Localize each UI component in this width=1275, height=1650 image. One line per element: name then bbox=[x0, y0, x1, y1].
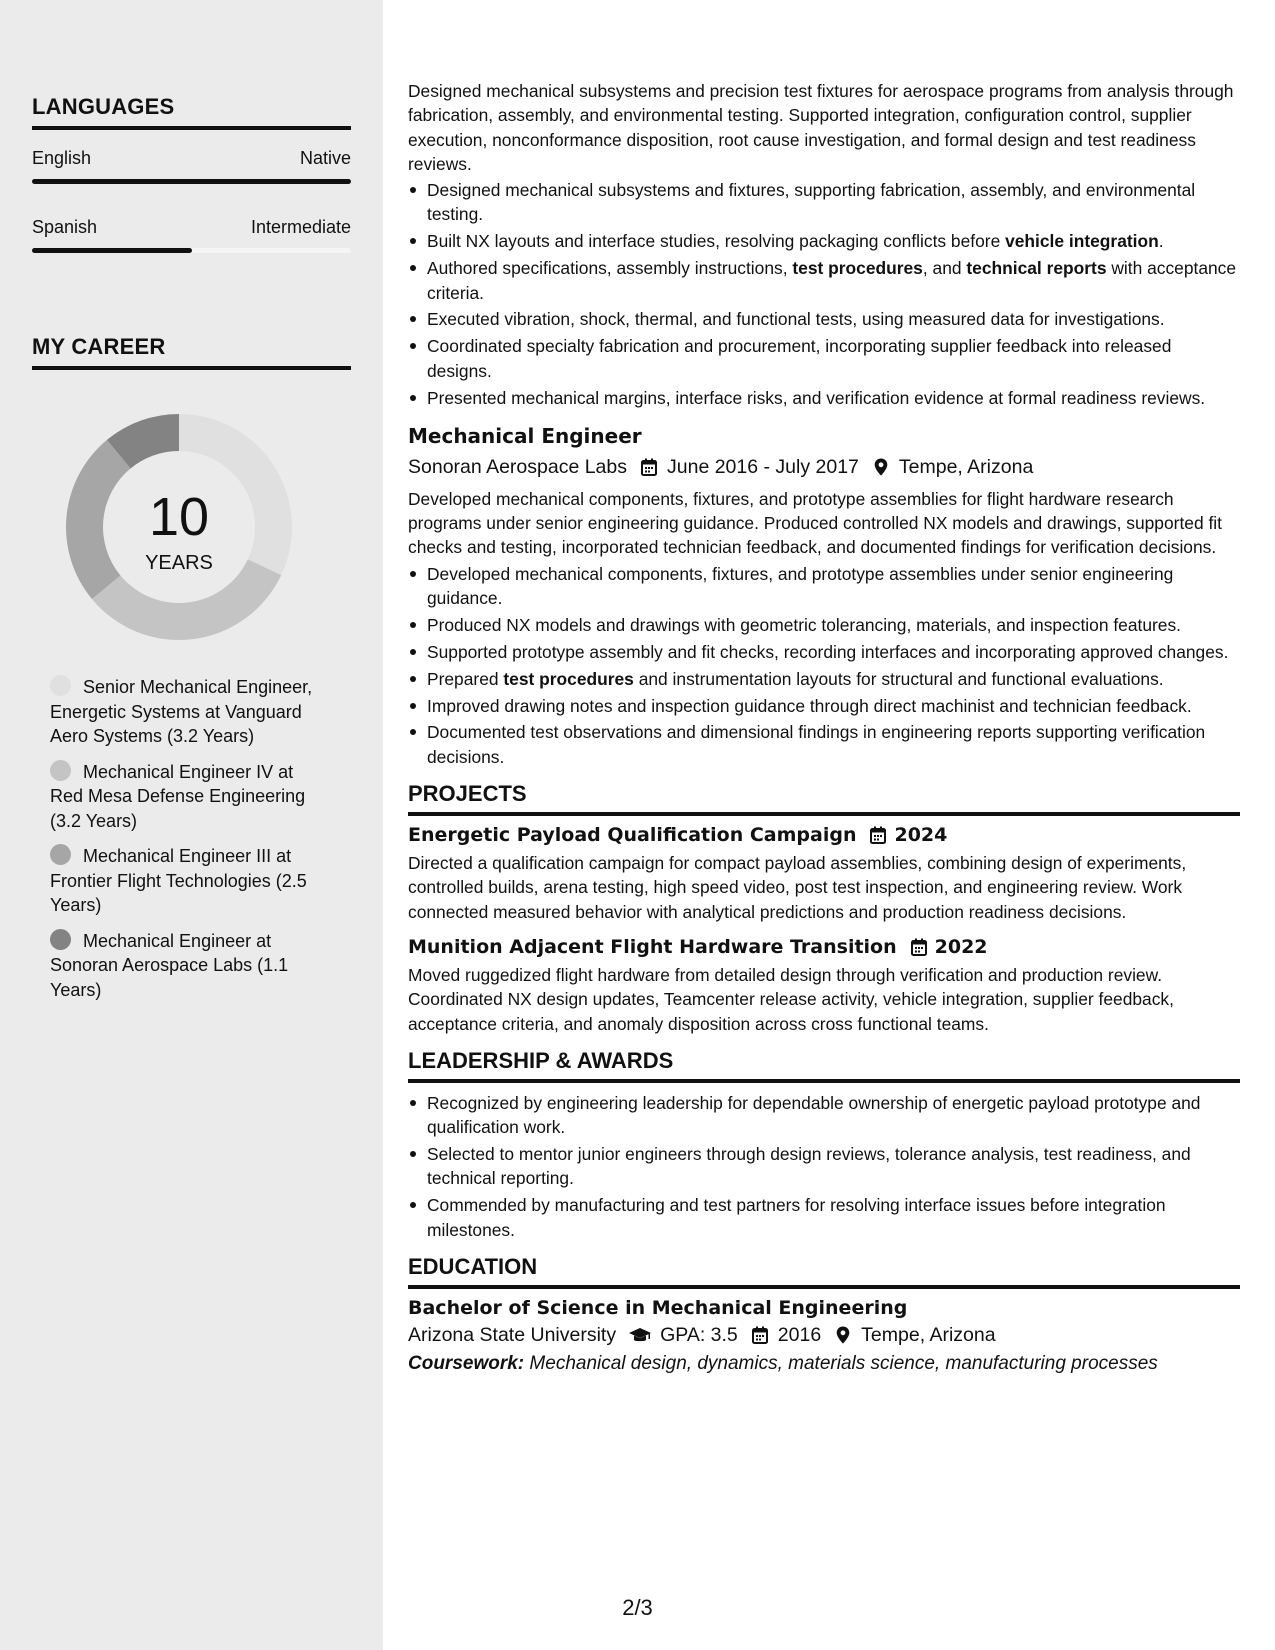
language-name: English bbox=[32, 148, 92, 168]
job-bullet: Improved drawing notes and inspection guidance through direct machinist and technician feedback. bbox=[408, 694, 1240, 718]
education-section bbox=[408, 1254, 1240, 1375]
languages-section bbox=[32, 94, 351, 268]
career-heading: MY CAREER bbox=[32, 334, 351, 370]
languages-heading: LANGUAGES bbox=[32, 94, 351, 130]
bullet-bold: technical reports bbox=[966, 258, 1107, 279]
projects-heading: PROJECTS bbox=[408, 781, 1240, 816]
legend-dot bbox=[50, 844, 71, 865]
coursework bbox=[408, 1353, 1240, 1375]
legend-dot bbox=[50, 929, 71, 950]
years-label: YEARS bbox=[145, 552, 213, 574]
career-donut-chart bbox=[66, 414, 292, 640]
calendar-icon bbox=[639, 457, 659, 477]
project-year: 2022 bbox=[934, 935, 988, 958]
years-value: 10 bbox=[148, 487, 210, 547]
bullet-text: and instrumentation layouts for structural and functional evaluations. bbox=[633, 668, 1164, 689]
school-name: Arizona State University bbox=[408, 1323, 617, 1346]
leadership-bullet: Recognized by engineering leadership for dependable ownership of energetic payload prototype and qualification work. bbox=[408, 1091, 1240, 1140]
calendar-icon bbox=[750, 1325, 770, 1345]
page-number-text: 2/3 bbox=[622, 1595, 653, 1620]
language-spanish bbox=[32, 199, 351, 268]
graduation-cap-icon bbox=[628, 1325, 652, 1345]
language-bar bbox=[32, 179, 351, 184]
job-bullet: Coordinated specialty fabrication and procurement, incorporating supplier feedback into released designs. bbox=[408, 334, 1240, 383]
job-summary: Designed mechanical subsystems and precision test fixtures for aerospace programs from analysis through fabrication, assembly, and environmental testing. Supported integration, configuration control, supplier execution, nonconformance disposition, root cause investigation, and formal design and test readiness reviews. bbox=[408, 81, 1234, 174]
job-senior-entry bbox=[408, 79, 1240, 410]
bullet-text: Built NX layouts and interface studies, resolving packaging conflicts before bbox=[427, 231, 1006, 252]
leadership-bullets bbox=[408, 1091, 1240, 1242]
location-pin-icon bbox=[871, 457, 891, 477]
job-bullet bbox=[408, 229, 1240, 253]
project-description: Directed a qualification campaign for compact payload assemblies, combining design of experiments, controlled builds, arena testing, high speed video, post test inspection, and engineering review. Work connected measured behavior with analytical predictions and production readiness decisions. bbox=[408, 853, 1187, 922]
language-level: Intermediate bbox=[250, 217, 351, 237]
language-name: Spanish bbox=[32, 217, 98, 237]
project-title: Munition Adjacent Flight Hardware Transition bbox=[408, 935, 897, 958]
degree-title: Bachelor of Science in Mechanical Engineering bbox=[408, 1296, 908, 1319]
location-pin-icon bbox=[833, 1325, 853, 1345]
language-bar-fill bbox=[32, 179, 351, 184]
bullet-bold: vehicle integration bbox=[1005, 231, 1159, 252]
job-bullet bbox=[408, 256, 1240, 305]
leadership-bullet: Selected to mentor junior engineers through design reviews, tolerance analysis, test readiness, and technical reporting. bbox=[408, 1142, 1240, 1191]
job-bullets bbox=[408, 562, 1240, 769]
career-legend-item bbox=[50, 675, 325, 749]
language-english bbox=[32, 130, 351, 199]
legend-dot bbox=[50, 675, 71, 696]
education-heading: EDUCATION bbox=[408, 1254, 1240, 1289]
bullet-text: Prepared bbox=[427, 668, 504, 689]
career-legend-text: Senior Mechanical Engineer, Energetic Systems at Vanguard Aero Systems (3.2 Years) bbox=[50, 677, 313, 746]
bullet-bold: test procedures bbox=[503, 668, 634, 689]
project-description: Moved ruggedized flight hardware from detailed design through verification and production review. Coordinated NX design updates, Teamcenter release activity, vehicle integration, supplier feedback, acceptance criteria, and anomaly disposition across cross functional teams. bbox=[408, 964, 1174, 1034]
career-legend-item bbox=[50, 844, 325, 918]
job-sonoran-entry bbox=[408, 424, 1240, 769]
leadership-heading: LEADERSHIP & AWARDS bbox=[408, 1048, 1240, 1083]
career-legend-text: Mechanical Engineer IV at Red Mesa Defense Engineering (3.2 Years) bbox=[50, 761, 306, 831]
gpa: GPA: 3.5 bbox=[660, 1323, 738, 1346]
leadership-bullet: Commended by manufacturing and test partners for resolving interface issues before integration milestones. bbox=[408, 1193, 1240, 1242]
main-content bbox=[408, 0, 1240, 1650]
job-bullet: Supported prototype assembly and fit checks, recording interfaces and incorporating approved changes. bbox=[408, 640, 1240, 664]
education-meta bbox=[408, 1324, 1240, 1347]
bullet-text: with acceptance criteria. bbox=[427, 258, 1237, 303]
project-title: Energetic Payload Qualification Campaign bbox=[408, 824, 857, 847]
legend-dot bbox=[50, 760, 71, 781]
job-bullet: Produced NX models and drawings with geometric tolerancing, materials, and inspection features. bbox=[408, 613, 1240, 637]
language-bar bbox=[32, 248, 351, 253]
company-name: Sonoran Aerospace Labs bbox=[408, 455, 627, 478]
project-title-row bbox=[408, 824, 1240, 846]
coursework-label: Coursework: bbox=[408, 1352, 525, 1374]
job-bullet: Executed vibration, shock, thermal, and functional tests, using measured data for investigations. bbox=[408, 307, 1240, 331]
language-level: Native bbox=[299, 148, 351, 168]
bullet-bold: test procedures bbox=[792, 258, 923, 279]
job-bullet: Designed mechanical subsystems and fixtures, supporting fabrication, assembly, and environmental testing. bbox=[408, 178, 1240, 227]
language-bar-fill bbox=[32, 248, 192, 253]
job-title: Mechanical Engineer bbox=[408, 423, 642, 448]
bullet-text: . bbox=[1158, 231, 1164, 252]
career-section bbox=[32, 334, 351, 370]
career-legend-text: Mechanical Engineer at Sonoran Aerospace Labs (1.1 Years) bbox=[50, 930, 289, 1000]
career-legend bbox=[50, 675, 325, 1013]
job-meta bbox=[408, 456, 1240, 479]
job-bullets bbox=[408, 178, 1240, 410]
projects-section bbox=[408, 781, 1240, 1036]
project-year: 2024 bbox=[894, 824, 948, 847]
job-bullet: Developed mechanical components, fixtures, and prototype assemblies under senior engineering guidance. bbox=[408, 562, 1240, 611]
sidebar bbox=[0, 0, 383, 1650]
coursework-text: Mechanical design, dynamics, materials science, manufacturing processes bbox=[524, 1352, 1158, 1374]
graduation-year: 2016 bbox=[777, 1323, 822, 1346]
bullet-text: , and bbox=[922, 258, 967, 279]
job-bullet bbox=[408, 667, 1240, 691]
job-bullet: Documented test observations and dimensional findings in engineering reports supporting verification decisions. bbox=[408, 720, 1240, 769]
calendar-icon bbox=[868, 825, 888, 845]
education-location: Tempe, Arizona bbox=[861, 1323, 996, 1346]
career-legend-item bbox=[50, 929, 325, 1003]
project-title-row bbox=[408, 936, 1240, 958]
career-legend-text: Mechanical Engineer III at Frontier Flight Technologies (2.5 Years) bbox=[50, 846, 307, 915]
job-location: Tempe, Arizona bbox=[898, 455, 1034, 478]
page-number bbox=[0, 1595, 1275, 1621]
calendar-icon bbox=[909, 937, 929, 957]
job-bullet: Presented mechanical margins, interface risks, and verification evidence at formal readiness reviews. bbox=[408, 386, 1240, 410]
job-dates: June 2016 - July 2017 bbox=[667, 455, 859, 478]
bullet-text: Authored specifications, assembly instructions, bbox=[427, 258, 793, 279]
leadership-section bbox=[408, 1048, 1240, 1242]
career-legend-item bbox=[50, 760, 325, 834]
job-summary: Developed mechanical components, fixtures, and prototype assemblies for flight hardware research programs under senior engineering guidance. Produced controlled NX models and drawings, supported fit checks and testing, incorporated technician feedback, and documented findings for verification decisions. bbox=[408, 488, 1222, 558]
